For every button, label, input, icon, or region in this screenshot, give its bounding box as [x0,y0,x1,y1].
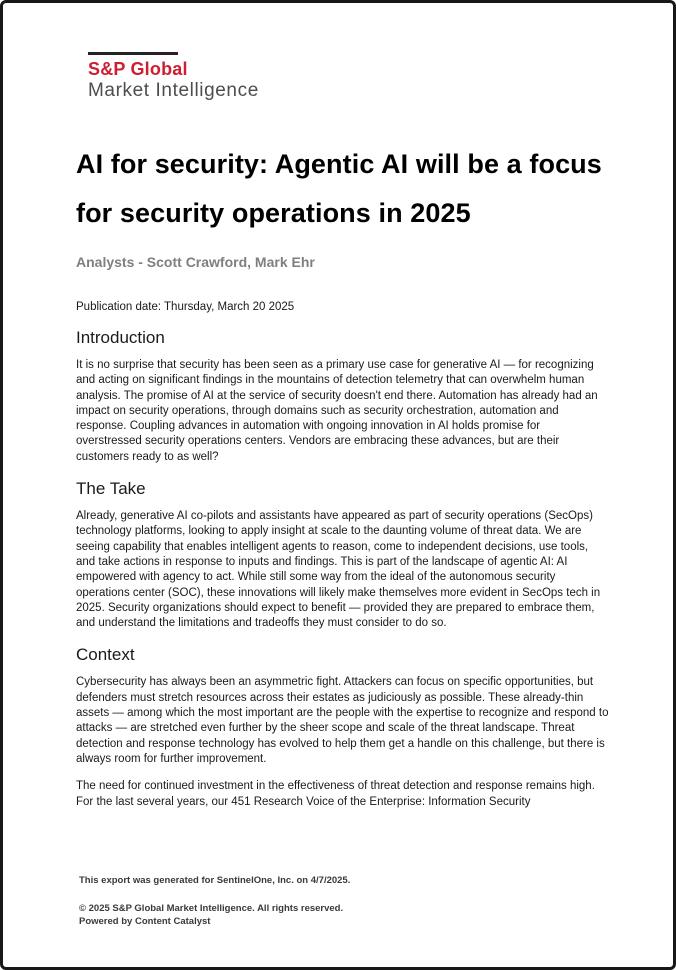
document-content [76,52,609,810]
the-take-paragraph: Already, generative AI co-pilots and assistants have appeared as part of security operations (SecOps) technology platforms, looking to apply insight at scale to the daunting volume of threat data. We are seeing capability that enables intelligent agents to reason, come to independent decisions, use tools, and take actions in response to inputs and findings. This is part of the landscape of agentic AI: AI empowered with agency to act. While still some way from the ideal of the autonomous security operations center (SOC), these innovations will likely make themselves more evident in SecOps tech in 2025. Security organizations should expect to benefit — provided they are prepared to embrace them, and understand the limitations and tradeoffs they must consider to do so. [76,510,601,630]
export-notice: This export was generated for SentinelOne, Inc. on 4/7/2025. [79,875,351,886]
sp-global-logo [88,52,609,102]
report-title: AI for security: Agentic AI will be a focus for security operations in 2025 [76,149,602,228]
section-introduction [76,326,609,465]
context-paragraph-1: Cybersecurity has always been an asymmetric fight. Attackers can focus on specific opportunities, but defenders must stretch resources across their estates as judiciously as possible. These already-thin assets — among which the most important are the people with the expertise to recognize and respond to attacks — are stretched even further by the sheer scope and scale of the threat landscape. Threat detection and response technology has evolved to help them get a handle on this challenge, but there is always room for further improvement. [76,676,609,765]
copyright-line: © 2025 S&P Global Market Intelligence. All rights reserved. [79,903,344,914]
the-take-heading: The Take [76,479,146,499]
logo-top-rule [88,52,178,55]
logo-division-text: Market Intelligence [88,80,259,101]
section-context [76,643,609,809]
logo-brand-text: S&P Global [88,59,188,79]
page-footer [79,874,599,928]
context-heading: Context [76,645,135,665]
publication-date: Publication date: Thursday, March 20 2025 [76,301,295,313]
introduction-heading: Introduction [76,328,165,347]
section-the-take [76,477,609,631]
analysts-byline: Analysts - Scott Crawford, Mark Ehr [76,254,315,270]
introduction-paragraph: It is no surprise that security has been seen as a primary use case for generative AI — for recognizing and acting on significant findings in the mountains of detection telemetry that can overwhelm human analysis. The promise of AI at the service of security doesn't end there. Automation has already had an impact on security operations, through domains such as security orchestration, automation and response. Coupling advances in automation with ongoing innovation in AI holds promise for overstressed security operations centers. Vendors are embracing these advances, but are their customers ready to as well? [76,359,598,463]
context-paragraph-2: The need for continued investment in the effectiveness of threat detection and response remains high. For the last several years, our 451 Research Voice of the Enterprise: Information Security [76,780,595,808]
powered-by-line: Powered by Content Catalyst [79,916,211,927]
